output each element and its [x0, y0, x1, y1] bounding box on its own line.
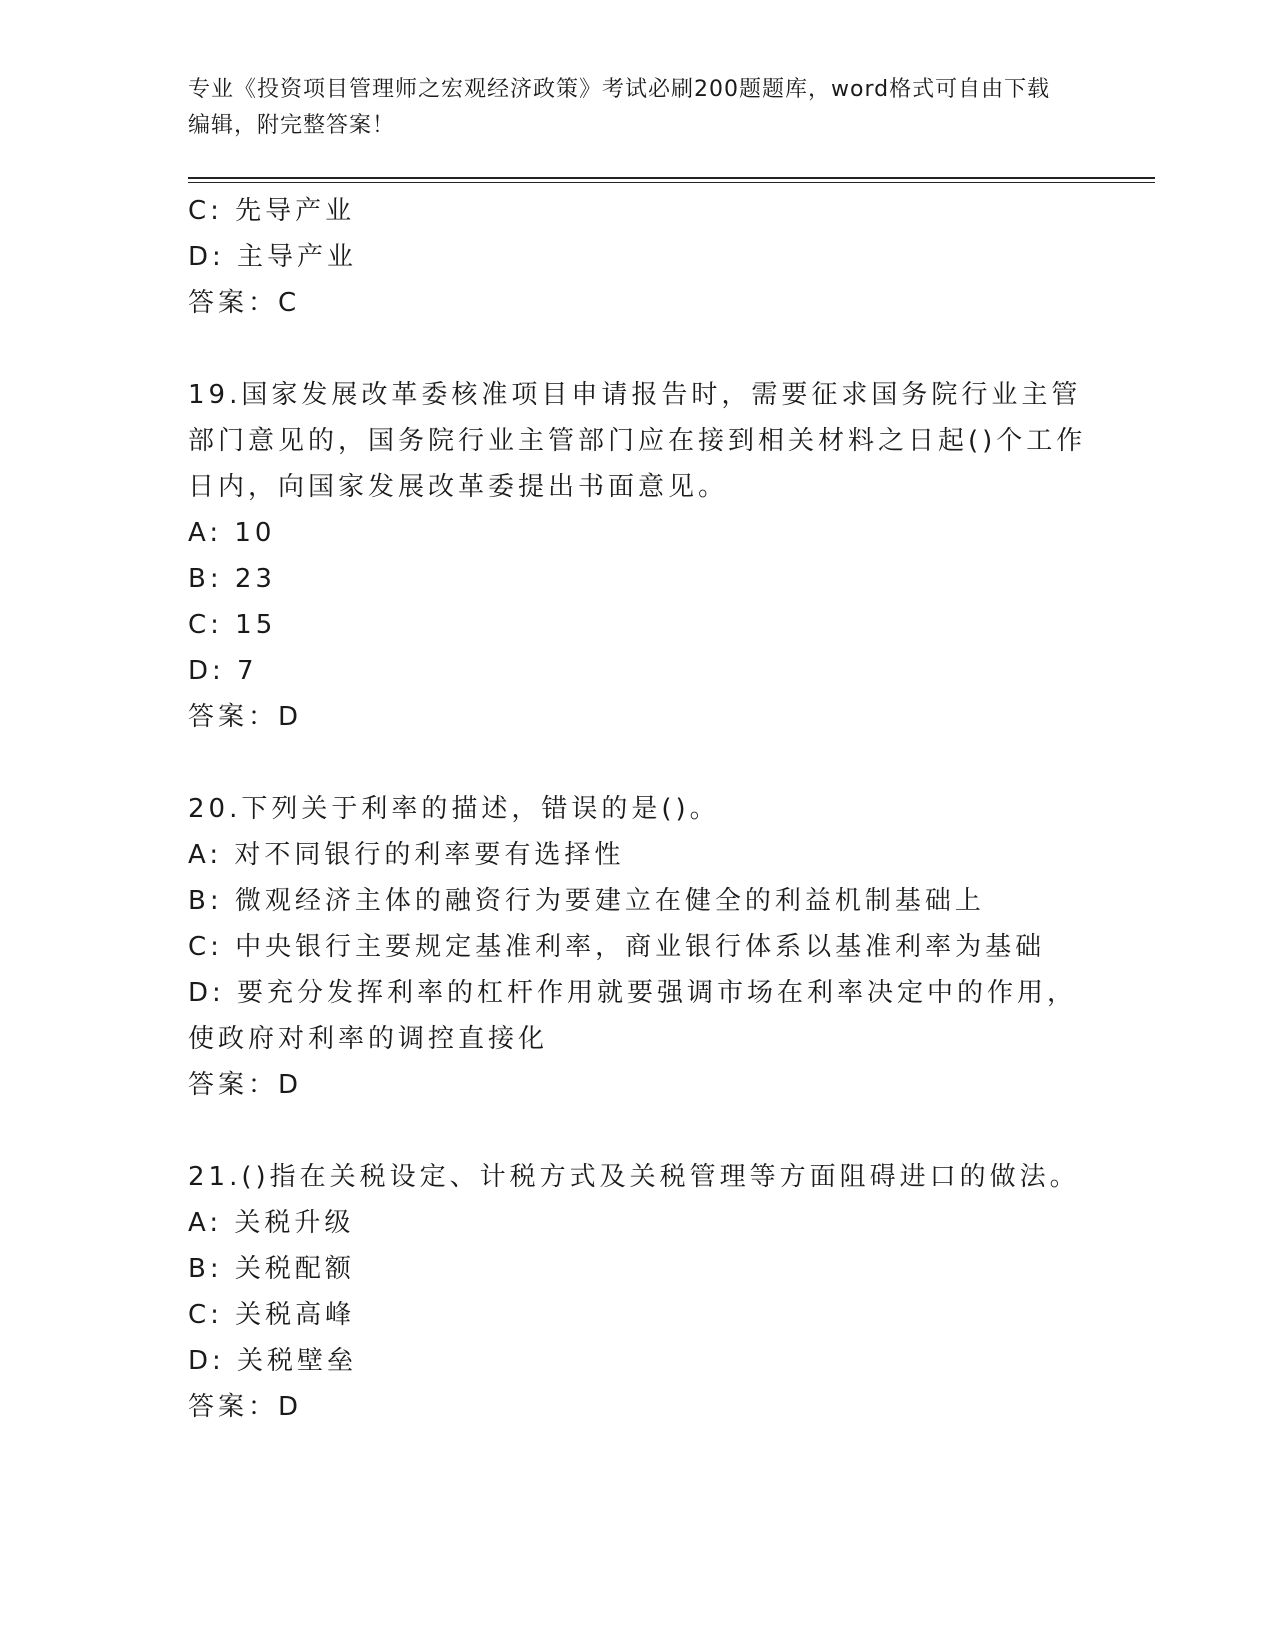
option-b: B: 关税配额 — [188, 1254, 355, 1284]
question-stem: 21.()指在关税设定、计税方式及关税管理等方面阻碍进口的做法。 — [188, 1162, 1080, 1192]
document-content — [188, 188, 1088, 1430]
option-a: A: 10 — [188, 518, 276, 548]
option-c: C: 先导产业 — [188, 196, 356, 226]
question-21 — [188, 1154, 1088, 1430]
header-divider-thick — [188, 177, 1155, 179]
option-a: A: 关税升级 — [188, 1208, 355, 1238]
option-a: A: 对不同银行的利率要有选择性 — [188, 840, 625, 870]
option-d: D: 7 — [188, 656, 258, 686]
option-b: B: 23 — [188, 564, 276, 594]
option-b: B: 微观经济主体的融资行为要建立在健全的利益机制基础上 — [188, 886, 985, 916]
option-c: C: 中央银行主要规定基准利率，商业银行体系以基准利率为基础 — [188, 932, 1046, 962]
answer-line: 答案：D — [188, 1392, 303, 1422]
answer-line: 答案：D — [188, 1070, 303, 1100]
option-c: C: 关税高峰 — [188, 1300, 356, 1330]
option-d: D: 要充分发挥利率的杠杆作用就要强调市场在利率决定中的作用，使政府对利率的调控直接化 — [188, 978, 1078, 1054]
question-stem: 19.国家发展改革委核准项目申请报告时，需要征求国务院行业主管部门意见的，国务院行业主管部门应在接到相关材料之日起()个工作日内，向国家发展改革委提出书面意见。 — [188, 380, 1087, 502]
option-d: D: 关税壁垒 — [188, 1346, 358, 1376]
answer-line: 答案：C — [188, 288, 301, 318]
option-d: D: 主导产业 — [188, 242, 358, 272]
question-stem: 20.下列关于利率的描述，错误的是()。 — [188, 794, 720, 824]
question-19 — [188, 372, 1088, 740]
previous-question-tail — [188, 188, 1088, 326]
question-20 — [188, 786, 1088, 1108]
answer-line: 答案：D — [188, 702, 303, 732]
header-divider-thin — [188, 182, 1155, 183]
option-c: C: 15 — [188, 610, 277, 640]
page-header: 专业《投资项目管理师之宏观经济政策》考试必刷200题题库，word格式可自由下载编辑，附完整答案！ — [188, 77, 1051, 138]
